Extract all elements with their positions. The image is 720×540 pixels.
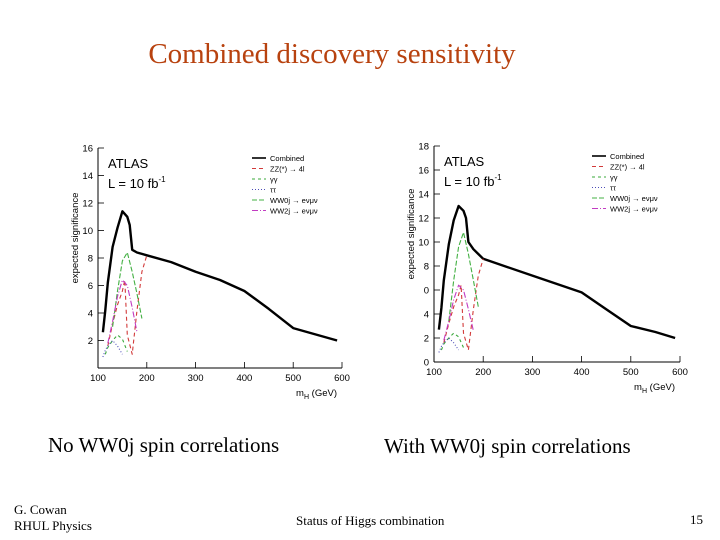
chart1-series-line [439, 338, 459, 352]
chart0-xlabel-unit: (GeV) [309, 388, 337, 399]
chart1-experiment-label: ATLAS [444, 154, 485, 169]
chart1-legend-label: γγ [610, 173, 618, 182]
chart1-legend-label: ττ [610, 183, 616, 193]
chart0-ytick-label: 6 [87, 281, 93, 292]
chart0-xtick-label: 200 [138, 373, 155, 384]
chart0-legend-label: WW2j → eνμν [270, 206, 318, 216]
chart-panel-left [62, 128, 360, 410]
chart0-xlabel [296, 388, 337, 401]
chart0-luminosity-text: L = 10 fb [108, 176, 159, 191]
chart0-ytick-label: 4 [87, 308, 93, 320]
chart1-xlabel-sub: H [641, 388, 648, 395]
chart0-ytick-label: 10 [82, 226, 93, 237]
chart0-ytick-label: 2 [87, 336, 93, 347]
chart1-ytick-label: 16 [418, 165, 429, 177]
chart0-series-line [103, 341, 123, 358]
chart0-experiment-label: ATLAS [108, 156, 149, 171]
chart1-ytick-label: 4 [423, 309, 429, 321]
author-name: G. Cowan [14, 502, 67, 517]
chart1-xtick-label: 100 [426, 367, 442, 378]
chart0-xlabel-sub: H [303, 394, 310, 401]
chart1-xtick-label: 600 [672, 367, 688, 378]
caption-left: No WW0j spin correlations [48, 433, 280, 457]
chart1-series-line [439, 206, 675, 338]
chart1-luminosity-label [444, 173, 502, 189]
author-affiliation: RHUL Physics [14, 518, 92, 533]
chart1-legend-label: ZZ(*) → 4l [610, 162, 645, 172]
chart0-series-line [103, 211, 337, 340]
chart0-xtick-label: 300 [187, 373, 204, 384]
chart0-xtick-label: 600 [334, 373, 350, 384]
chart0-legend-label: ZZ(*) → 4l [270, 164, 305, 174]
chart0-luminosity-sup: -1 [158, 175, 166, 184]
chart1-legend-label: Combined [610, 152, 645, 161]
chart0-ytick-label: 12 [82, 198, 93, 210]
chart0-xlabel-main: m [296, 388, 304, 399]
caption-right: With WW0j spin correlations [384, 434, 631, 458]
chart-svg-right [404, 128, 704, 410]
chart1-ytick-label: 12 [418, 213, 429, 225]
page-number: 15 [690, 512, 703, 527]
chart1-ytick-label: 2 [423, 333, 429, 345]
chart0-xtick-label: 500 [285, 373, 302, 384]
chart1-legend-label: WW0j → eνμν [610, 194, 658, 203]
chart0-ylabel: expected significance [70, 192, 81, 284]
chart1-ytick-label: 8 [423, 261, 429, 273]
author-block [14, 502, 92, 534]
chart0-series-line [108, 255, 147, 354]
chart-svg-left [62, 128, 360, 410]
chart0-xtick-label: 400 [236, 373, 253, 384]
chart1-xtick-label: 500 [622, 367, 639, 378]
chart1-xtick-label: 300 [524, 367, 541, 378]
chart1-series-line [444, 259, 483, 350]
chart0-ytick-label: 14 [82, 171, 93, 182]
chart0-luminosity-label [108, 175, 166, 191]
footer-title: Status of Higgs combination [296, 513, 445, 528]
chart0-legend-label: Combined [270, 154, 305, 163]
chart-panel-right [404, 128, 704, 410]
slide-title: Combined discovery sensitivity [148, 38, 516, 70]
chart1-xtick-label: 200 [475, 367, 492, 378]
chart1-luminosity-text: L = 10 fb [444, 174, 495, 189]
chart1-xlabel [634, 382, 675, 395]
chart1-ytick-label: 10 [418, 237, 429, 249]
chart1-ylabel: expected significance [406, 188, 417, 280]
chart0-series-line [113, 253, 142, 327]
chart1-ytick-label: 0 [423, 285, 429, 297]
chart1-ytick-label: 14 [418, 189, 429, 201]
chart0-legend-label: γγ [270, 175, 278, 184]
chart1-luminosity-sup: -1 [494, 173, 502, 182]
chart1-xlabel-unit: (GeV) [647, 382, 675, 393]
chart0-xtick-label: 100 [90, 373, 106, 384]
chart1-legend-label: WW2j → eνμν [610, 204, 658, 214]
chart1-xtick-label: 400 [573, 367, 590, 378]
chart1-ytick-label: 0 [423, 357, 429, 369]
chart0-ytick-label: 8 [87, 253, 93, 265]
chart0-legend-label: WW0j → eνμν [270, 196, 318, 205]
chart1-ytick-label: 18 [418, 141, 429, 153]
chart0-legend-label: ττ [270, 185, 276, 195]
chart1-xlabel-main: m [634, 382, 642, 393]
chart0-ytick-label: 16 [82, 143, 93, 155]
